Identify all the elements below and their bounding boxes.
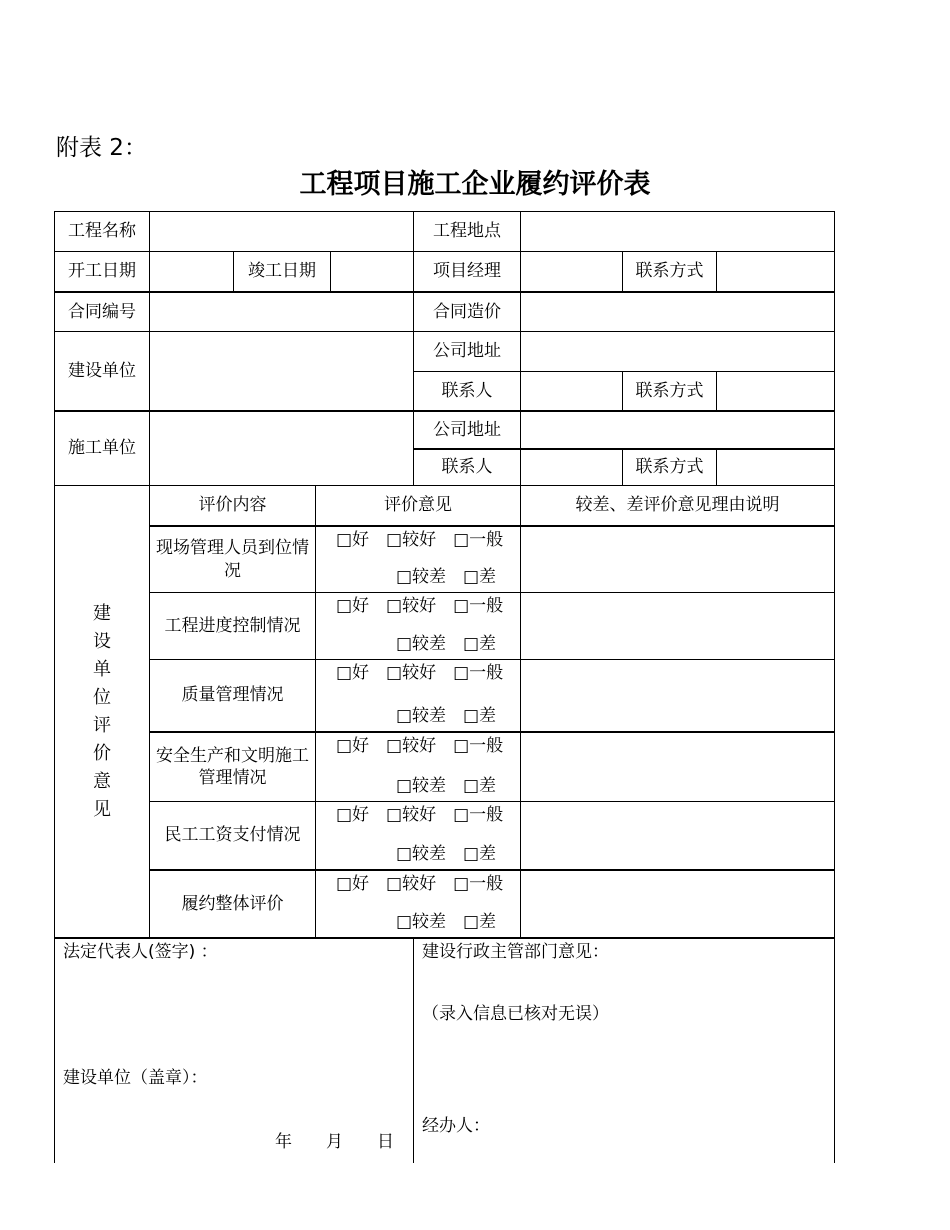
start-date-field[interactable] [149, 251, 234, 292]
options-line-1[interactable]: □好 □较好 □一般 [336, 596, 504, 616]
eval-row-reason-field[interactable] [520, 869, 835, 938]
form-title: 工程项目施工企业履约评价表 [299, 169, 651, 200]
date-label: 年 月 日 [275, 1132, 394, 1152]
options-line-2[interactable]: □较差 □差 [395, 911, 497, 932]
options-line-1[interactable]: □好 □较好 □一般 [336, 805, 504, 825]
project-contact-method-field[interactable] [716, 251, 835, 292]
completion-date-label: 竣工日期 [233, 251, 331, 292]
side-char: 位 [93, 686, 111, 708]
options-line-1[interactable]: □好 □较好 □一般 [336, 530, 504, 550]
owner-address-field[interactable] [520, 331, 835, 372]
header-opinion: 评价意见 [315, 485, 521, 526]
eval-row-reason-field[interactable] [520, 525, 835, 593]
eval-row-content: 质量管理情况 [149, 659, 316, 732]
owner-unit-label: 建设单位 [54, 331, 150, 411]
annex-label: 附表 2： [56, 135, 147, 161]
owner-unit-field[interactable] [149, 331, 414, 411]
contract-no-field[interactable] [149, 291, 414, 332]
options-line-2[interactable]: □较差 □差 [395, 705, 497, 726]
legal-rep-signature-label: 法定代表人(签字) ： [63, 942, 218, 962]
start-date-label: 开工日期 [54, 251, 150, 292]
evaluation-form [54, 211, 835, 1162]
eval-row-content: 民工工资支付情况 [149, 801, 316, 870]
contractor-address-label: 公司地址 [413, 410, 521, 449]
side-char: 评 [93, 714, 111, 736]
side-char: 价 [93, 742, 111, 764]
contractor-contact-person-label: 联系人 [413, 448, 521, 486]
eval-row-content: 安全生产和文明施工管理情况 [149, 731, 316, 802]
project-name-field[interactable] [149, 211, 414, 252]
eval-row-reason-field[interactable] [520, 801, 835, 870]
evaluation-side-label [54, 485, 150, 938]
contractor-unit-field[interactable] [149, 410, 414, 486]
contractor-address-field[interactable] [520, 410, 835, 449]
contract-price-label: 合同造价 [413, 291, 521, 332]
side-char: 建 [93, 602, 111, 624]
side-char: 设 [93, 630, 111, 652]
owner-contact-person-field[interactable] [520, 371, 623, 411]
options-line-2[interactable]: □较差 □差 [395, 633, 497, 654]
contractor-unit-label: 施工单位 [54, 410, 150, 486]
side-char: 意 [93, 770, 111, 792]
eval-row-options[interactable] [315, 801, 521, 870]
contractor-contact-method-field[interactable] [716, 448, 835, 486]
options-line-2[interactable]: □较差 □差 [395, 566, 497, 587]
contractor-contact-person-field[interactable] [520, 448, 623, 486]
owner-signature-area[interactable] [54, 937, 414, 1163]
contract-no-label: 合同编号 [54, 291, 150, 332]
contract-price-field[interactable] [520, 291, 835, 332]
project-location-field[interactable] [520, 211, 835, 252]
owner-seal-label: 建设单位（盖章）： [63, 1068, 208, 1088]
eval-row-options[interactable] [315, 659, 521, 732]
eval-row-options[interactable] [315, 869, 521, 938]
owner-contact-method-field[interactable] [716, 371, 835, 411]
owner-address-label: 公司地址 [413, 331, 521, 372]
project-contact-method-label: 联系方式 [622, 251, 717, 292]
eval-row-options[interactable] [315, 731, 521, 802]
project-name-label: 工程名称 [54, 211, 150, 252]
authority-opinion-label: 建设行政主管部门意见： [422, 942, 609, 962]
completion-date-field[interactable] [330, 251, 414, 292]
eval-row-reason-field[interactable] [520, 731, 835, 802]
handler-label: 经办人： [422, 1116, 490, 1136]
project-manager-field[interactable] [520, 251, 623, 292]
options-line-1[interactable]: □好 □较好 □一般 [336, 663, 504, 683]
eval-row-reason-field[interactable] [520, 592, 835, 660]
eval-row-options[interactable] [315, 525, 521, 593]
eval-row-options[interactable] [315, 592, 521, 660]
owner-contact-method-label: 联系方式 [622, 371, 717, 411]
options-line-2[interactable]: □较差 □差 [395, 843, 497, 864]
side-char: 单 [93, 658, 111, 680]
eval-row-reason-field[interactable] [520, 659, 835, 732]
contractor-contact-method-label: 联系方式 [622, 448, 717, 486]
project-location-label: 工程地点 [413, 211, 521, 252]
owner-contact-person-label: 联系人 [413, 371, 521, 411]
eval-row-content: 现场管理人员到位情况 [149, 525, 316, 593]
eval-row-content: 履约整体评价 [149, 869, 316, 938]
side-char: 见 [93, 798, 111, 820]
header-content: 评价内容 [149, 485, 316, 526]
authority-opinion-area[interactable] [413, 937, 835, 1163]
header-reason: 较差、差评价意见理由说明 [520, 485, 835, 526]
options-line-1[interactable]: □好 □较好 □一般 [336, 736, 504, 756]
options-line-2[interactable]: □较差 □差 [395, 775, 497, 796]
project-manager-label: 项目经理 [413, 251, 521, 292]
eval-row-content: 工程进度控制情况 [149, 592, 316, 660]
options-line-1[interactable]: □好 □较好 □一般 [336, 874, 504, 894]
verified-note: （录入信息已核对无误） [422, 1004, 609, 1024]
